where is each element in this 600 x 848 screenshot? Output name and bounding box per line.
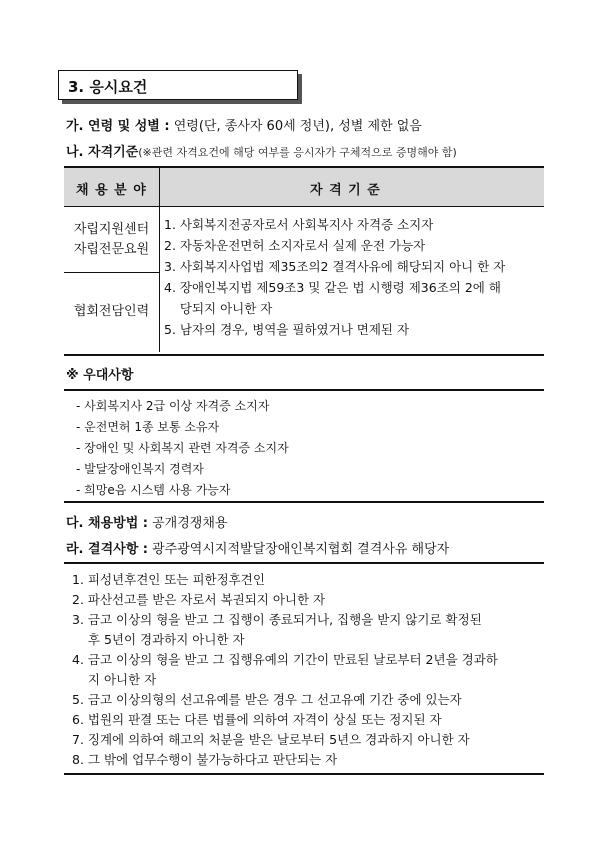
table-header-field: 채 용 분 야 [76,183,147,198]
preference-title [66,364,133,383]
disqualification-item: 8. 그 밖에 업무수행이 불가능하다고 판단되는 자 [72,752,338,767]
field-divider [64,272,159,273]
disqualification-label: 라. 결격사항 : [66,542,148,557]
disqualification-value: 광주광역시지적발달장애인복지협회 결격사유 해당자 [147,542,450,557]
disqualification-item: 7. 징계에 의하여 해고의 처분을 받은 날로부터 5년으 경과하지 아니한 자 [72,732,470,747]
disqualification-item: 6. 법원의 판결 또는 다른 법률에 의하여 자격이 상실 또는 정지된 자 [72,712,442,727]
table-column-divider [159,168,160,352]
disqualification-top-rule [64,562,544,564]
field-line: 자립지원센터 [73,222,150,237]
field-line: 자립전문요원 [73,242,150,257]
field-cell-independence [64,220,159,260]
disqualification-line [66,538,449,557]
criteria-item: 당되지 아니한 자 [164,301,273,316]
disqualification-item: 후 5년이 경과하지 아니한 자 [72,632,245,647]
section-title: 3. 응시요건 [68,78,148,96]
qualification-label: 나. 자격기준 [66,145,139,160]
qualification-note: (※관련 자격요건에 해당 여부를 응시자가 구체적으로 증명해야 함) [138,146,457,159]
criteria-item: 4. 장애인복지법 제59조3 및 같은 법 시행령 제36조의 2에 해 [164,280,501,295]
recruit-method-line [66,512,227,531]
age-gender-value: 연령(단, 종사자 60세 정년), 성별 제한 없음 [169,119,422,134]
criteria-item: 5. 남자의 경우, 병역을 필하였거나 면제된 자 [164,322,410,337]
preference-top-rule [64,389,544,391]
preference-item: - 운전면허 1종 보통 소유자 [76,420,220,434]
preference-title-text: ※ 우대사항 [66,368,134,383]
requirements-table [64,166,544,356]
field-line: 협회전담인력 [73,304,150,319]
disqualification-bottom-rule [64,773,544,775]
disqualification-item: 4. 금고 이상의 형을 받고 그 집행유예의 기간이 만료된 날로부터 2년을 경과하 [72,652,498,667]
age-gender-label: 가. 연령 및 성별 : [66,119,170,134]
disqualification-item: 5. 금고 이상의형의 선고유예를 받은 경우 그 선고유예 기간 중에 있는자 [72,692,462,707]
qualification-line [66,141,457,160]
field-cell-association [64,302,159,322]
disqualification-item: 1. 피성년후견인 또는 피한정후견인 [72,572,265,587]
disqualification-item: 지 아니한 자 [72,672,157,687]
recruit-method-value: 공개경쟁채용 [147,516,228,531]
recruit-method-label: 다. 채용방법 : [66,516,148,531]
criteria-item: 3. 사회복지사업법 제35조의2 결격사유에 해당되지 아니 한 자 [164,259,506,274]
preference-item: - 장애인 및 사회복지 관련 자격증 소지자 [76,441,289,455]
criteria-item: 1. 사회복지전공자로서 사회복지사 자격증 소지자 [164,217,434,232]
preference-item: - 희망e음 시스템 사용 가능자 [76,483,231,497]
section-title-box [58,70,298,100]
disqualification-item: 3. 금고 이상의 형을 받고 그 집행이 종료되거나, 집행을 받지 않기로 확정된 [72,612,482,627]
disqualification-item: 2. 파산선고를 받은 자로서 복권되지 아니한 자 [72,592,326,607]
criteria-item: 2. 자동차운전면허 소지자로서 실제 운전 가능자 [164,238,426,253]
age-gender-line [66,115,422,134]
preference-item: - 발달장애인복지 경력자 [76,462,204,476]
preference-item: - 사회복지사 2급 이상 자격증 소지자 [76,399,270,413]
table-header-criteria: 자 격 기 준 [310,183,381,198]
preference-bottom-rule [64,501,544,503]
